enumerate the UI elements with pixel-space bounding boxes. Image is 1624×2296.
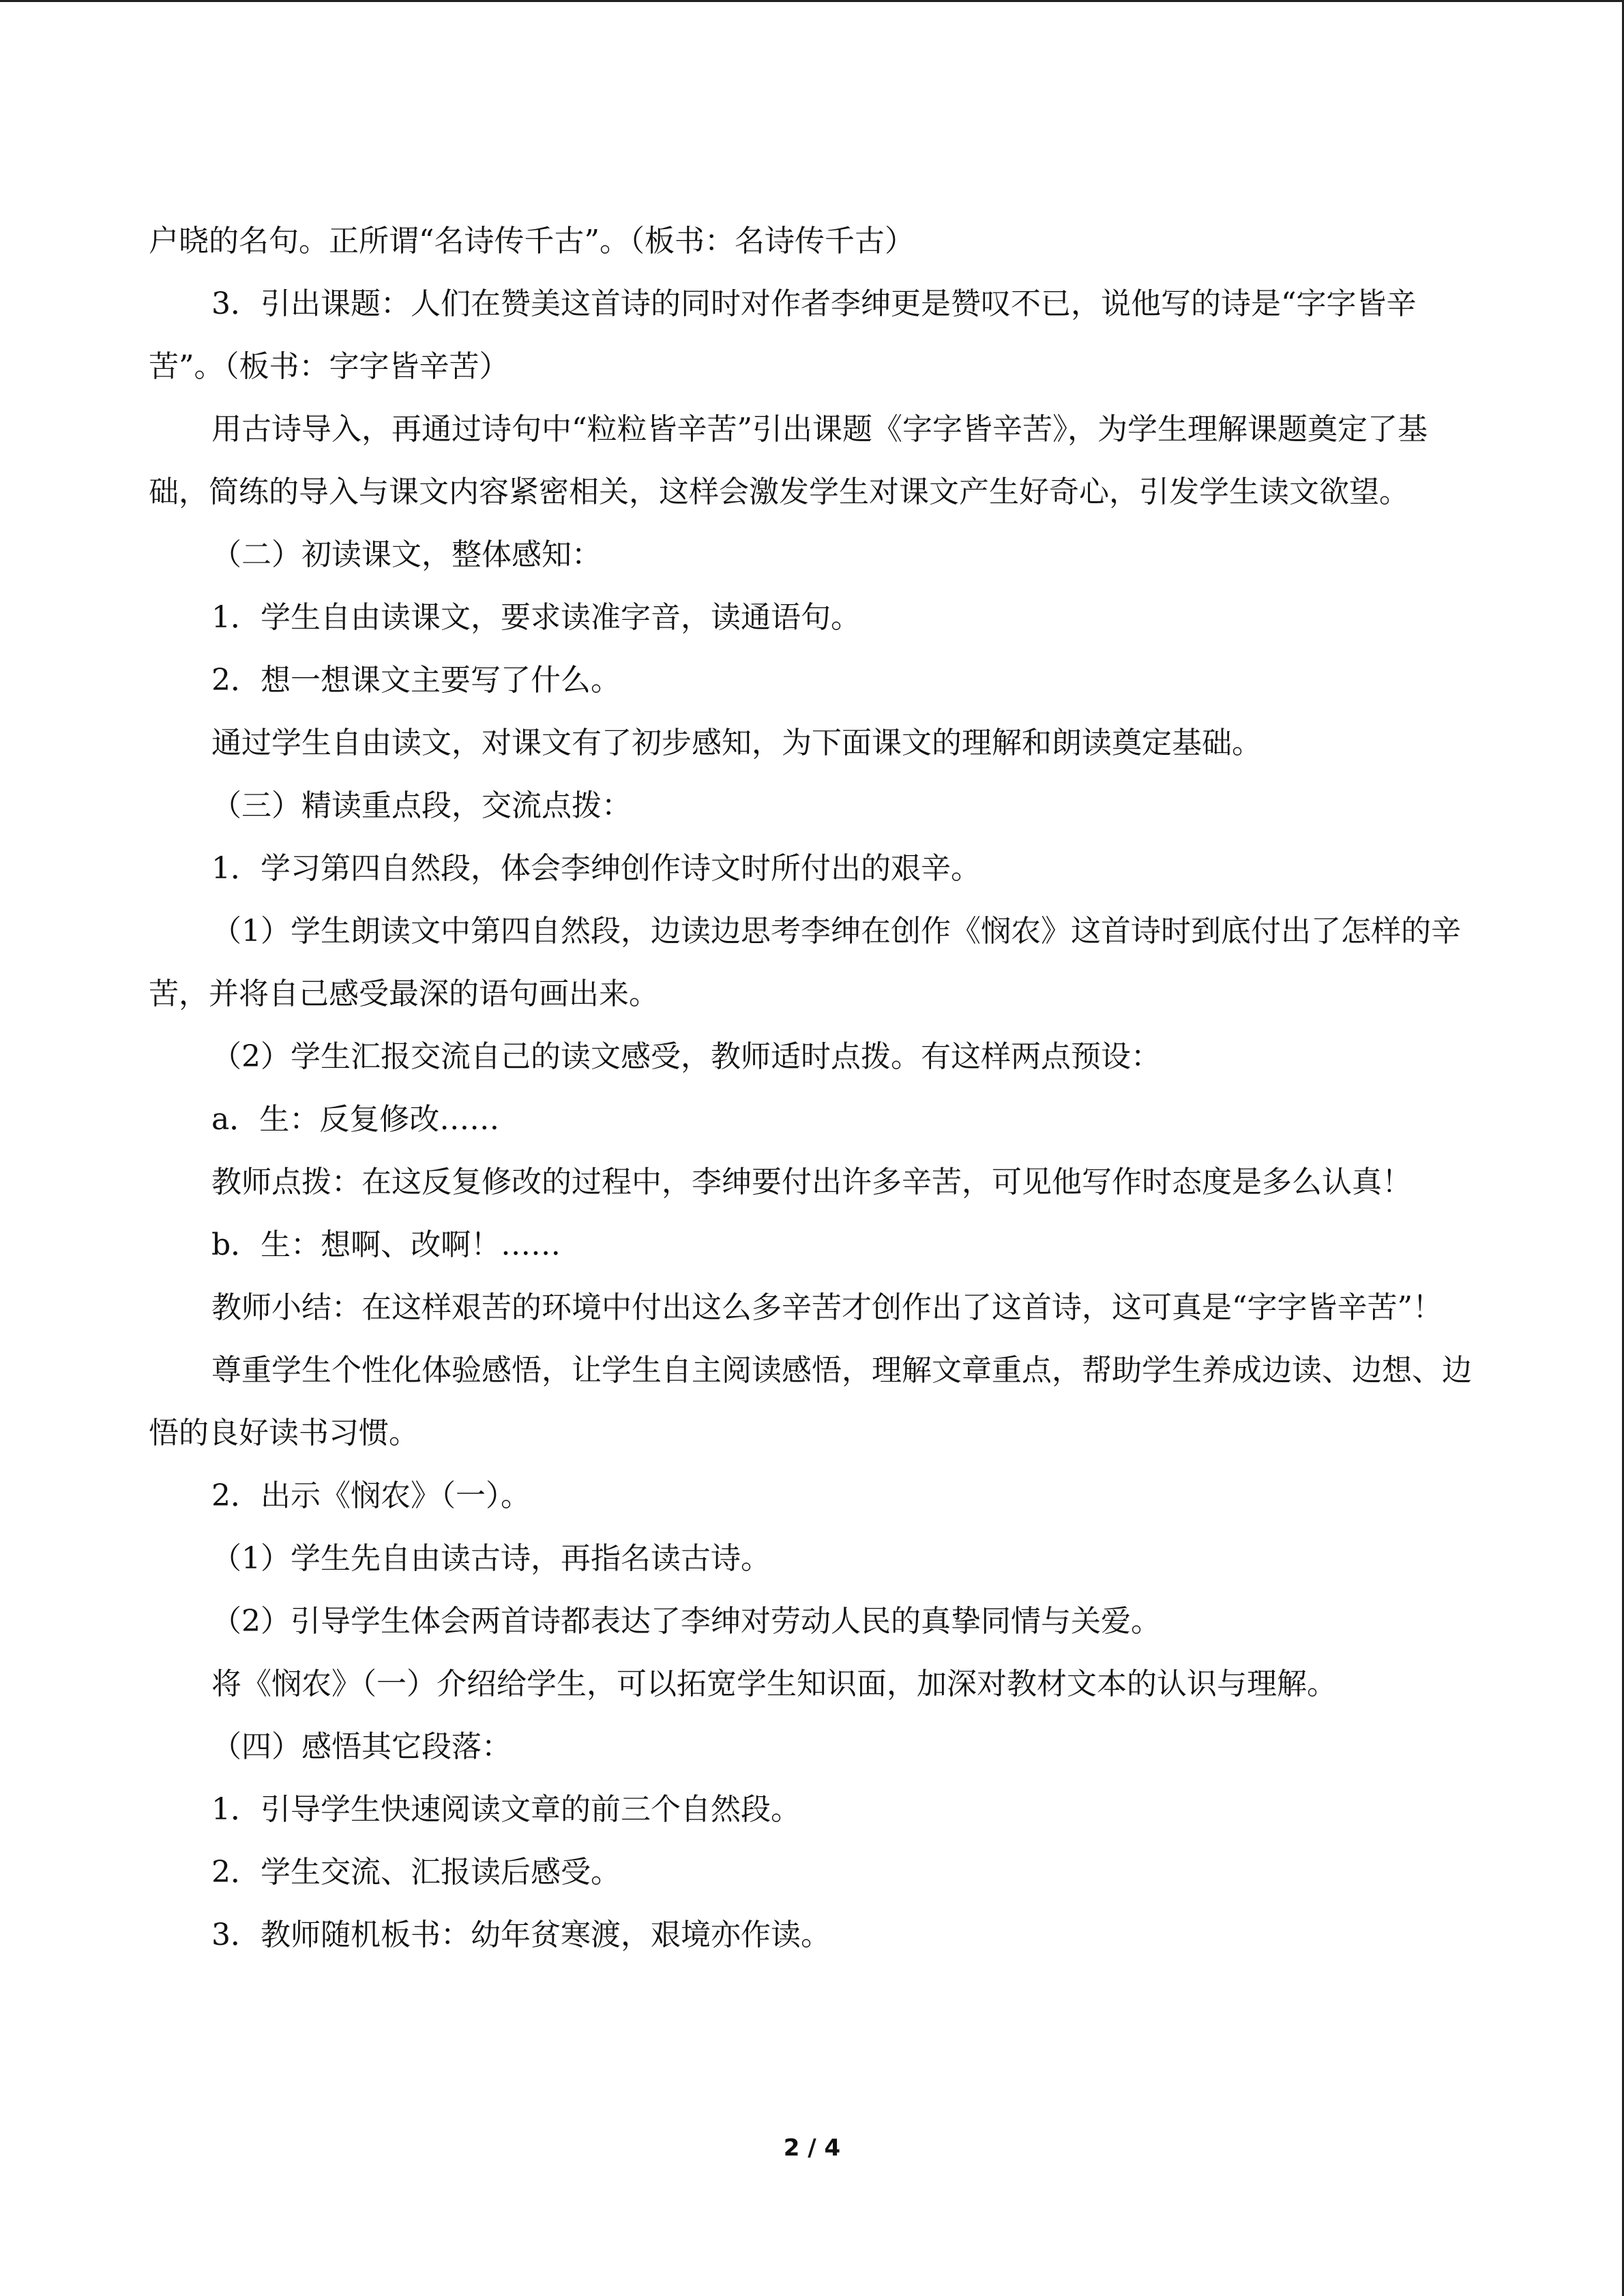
paragraph-comment: 尊重学生个性化体验感悟，让学生自主阅读感悟，理解文章重点，帮助学生养成边读、边想、边悟的良好读书习惯。 [149,1353,1472,1450]
sub-list-item: （1）学生朗读文中第四自然段，边读边思考李绅在创作《悯农》这首诗时到底付出了怎样的辛苦，并将自己感受最深的语句画出来。 [149,914,1461,1011]
paragraph-continuation: 户晓的名句。正所谓“名诗传千古”。（板书：名诗传千古） [149,224,915,258]
sub-list-item: （2）学生汇报交流自己的读文感受，教师适时点拨。有这样两点预设： [211,1039,1161,1074]
list-item: b．生：想啊、改啊！…… [211,1227,561,1262]
sub-list-item: （1）学生先自由读古诗，再指名读古诗。 [211,1541,771,1576]
top-border-line [0,0,1624,2]
paragraph-comment: 教师小结：在这样艰苦的环境中付出这么多辛苦才创作出了这首诗，这可真是“字字皆辛苦”！ [211,1290,1443,1325]
section-heading-2: （二）初读课文，整体感知： [211,537,602,572]
document-body [149,210,1475,1967]
paragraph-comment: 将《悯农》（一）介绍给学生，可以拓宽学生知识面，加深对教材文本的认识与理解。 [211,1667,1337,1701]
sub-list-item: （2）引导学生体会两首诗都表达了李绅对劳动人民的真挚同情与关爱。 [211,1604,1161,1639]
page-number: 2 / 4 [783,2134,841,2162]
list-item: 1．学生自由读课文，要求读准字音，读通语句。 [211,600,861,635]
section-heading-4: （四）感悟其它段落： [211,1729,512,1764]
list-item: 3．教师随机板书：幼年贫寒渡，艰境亦作读。 [211,1918,831,1952]
section-heading-3: （三）精读重点段，交流点拨： [211,788,632,823]
paragraph-comment: 通过学生自由读文，对课文有了初步感知，为下面课文的理解和朗读奠定基础。 [211,726,1262,760]
list-item: 2．想一想课文主要写了什么。 [211,663,621,698]
list-item: 2．出示《悯农》（一）。 [211,1478,531,1513]
list-item: 2．学生交流、汇报读后感受。 [211,1855,621,1890]
paragraph-intro-comment: 用古诗导入，再通过诗句中“粒粒皆辛苦”引出课题《字字皆辛苦》，为学生理解课题奠定了基础，简练的导入与课文内容紧密相关，这样会激发学生对课文产生好奇心，引发学生读文欲望。 [149,412,1428,509]
list-item: 1．引导学生快速阅读文章的前三个自然段。 [211,1792,801,1827]
paragraph-comment: 教师点拨：在这反复修改的过程中，李绅要付出许多辛苦，可见他写作时态度是多么认真！ [211,1165,1412,1199]
list-item: 1．学习第四自然段，体会李绅创作诗文时所付出的艰辛。 [211,851,981,886]
list-item: a．生：反复修改…… [211,1102,500,1137]
paragraph-intro-topic: 3．引出课题：人们在赞美这首诗的同时对作者李绅更是赞叹不已，说他写的诗是“字字皆辛苦”。（板书：字字皆辛苦） [149,286,1417,384]
